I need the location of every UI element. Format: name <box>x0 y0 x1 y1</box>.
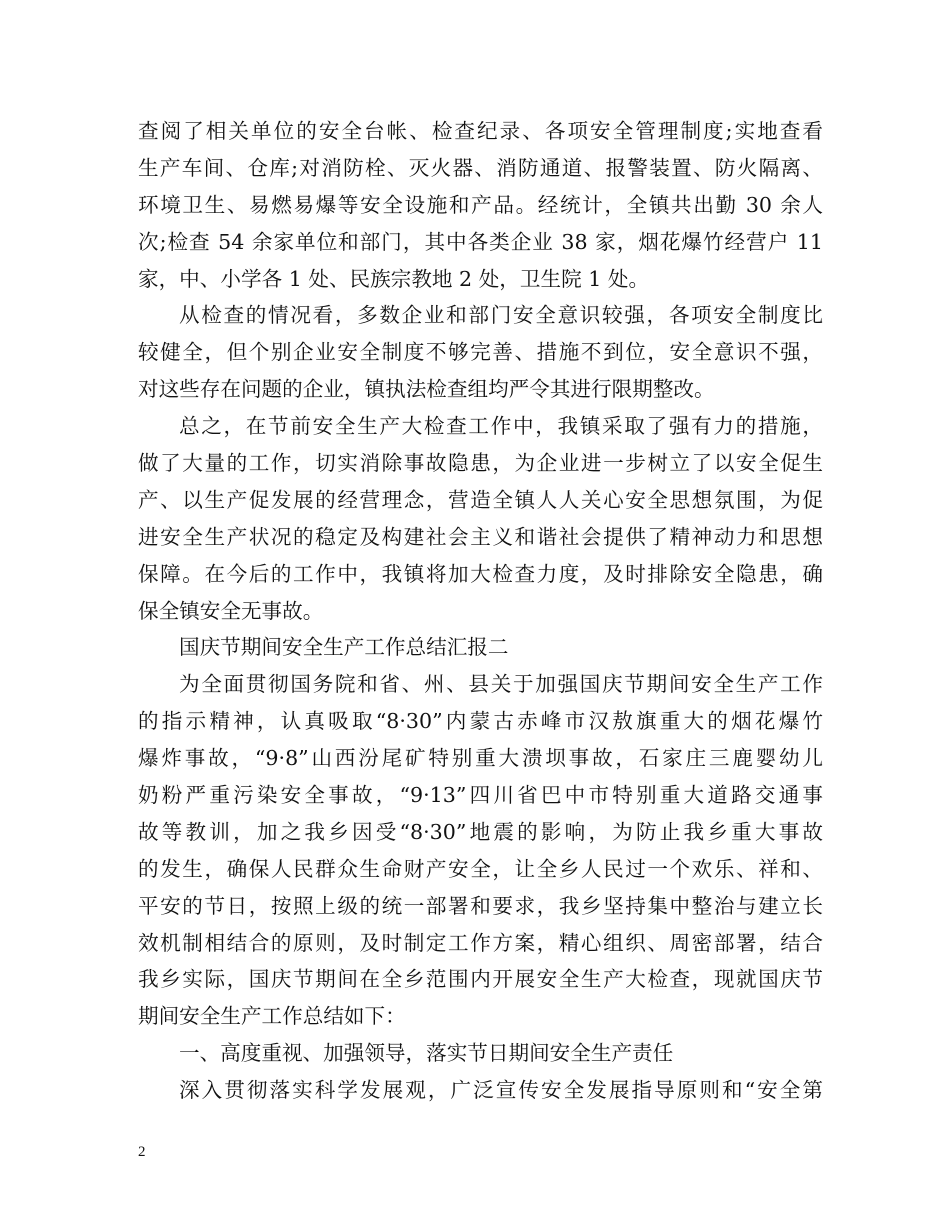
text-line: 做了大量的工作，切实消除事故隐患，为企业进一步树立了以安全促生 <box>138 451 823 476</box>
text-line: 一、高度重视、加强领导，落实节日期间安全生产责任 <box>179 1041 674 1066</box>
text-line: 的发生，确保人民群众生命财产安全，让全乡人民过一个欢乐、祥和、 <box>138 856 823 881</box>
text-line: 对这些存在问题的企业，镇执法检查组均严令其进行限期整改。 <box>138 377 715 402</box>
text-line: 总之，在节前安全生产大检查工作中，我镇采取了强有力的措施， <box>179 414 823 439</box>
text-line: 深入贯彻落实科学发展观，广泛宣传安全发展指导原则和“安全第 <box>179 1078 823 1103</box>
text-line: 国庆节期间安全生产工作总结汇报二 <box>179 635 509 660</box>
text-line: 爆炸事故，“9·8”山西汾尾矿特别重大溃坝事故，石家庄三鹿婴幼儿 <box>138 746 823 771</box>
text-line: 故等教训，加之我乡因受“8·30”地震的影响，为防止我乡重大事故 <box>138 819 823 844</box>
text-line: 生产车间、仓库;对消防栓、灭火器、消防通道、报警装置、防火隔离、 <box>138 155 823 180</box>
text-line: 查阅了相关单位的安全台帐、检查纪录、各项安全管理制度;实地查看 <box>138 119 823 143</box>
text-line: 产、以生产促发展的经营理念，营造全镇人人关心安全思想氛围，为促 <box>138 487 823 512</box>
text-line: 保障。在今后的工作中，我镇将加大检查力度，及时排除安全隐患，确 <box>138 561 823 586</box>
text-line: 为全面贯彻国务院和省、州、县关于加强国庆节期间安全生产工作 <box>179 672 823 697</box>
text-line: 期间安全生产工作总结如下： <box>138 1004 406 1029</box>
text-line: 较健全，但个别企业安全制度不够完善、措施不到位，安全意识不强， <box>138 340 823 365</box>
text-line: 奶粉严重污染安全事故，“9·13”四川省巴中市特别重大道路交通事 <box>138 783 823 808</box>
text-line: 的指示精神，认真吸取“8·30”内蒙古赤峰市汉敖旗重大的烟花爆竹 <box>138 709 823 734</box>
text-line: 环境卫生、易燃易爆等安全设施和产品。经统计，全镇共出勤 30 余人 <box>138 192 823 217</box>
text-line: 平安的节日，按照上级的统一部署和要求，我乡坚持集中整治与建立长 <box>138 893 823 918</box>
text-line: 从检查的情况看，多数企业和部门安全意识较强，各项安全制度比 <box>179 303 823 328</box>
text-line: 我乡实际，国庆节期间在全乡范围内开展安全生产大检查，现就国庆节 <box>138 967 823 992</box>
text-line: 效机制相结合的原则，及时制定工作方案，精心组织、周密部署，结合 <box>138 930 823 955</box>
text-line: 次;检查 54 余家单位和部门，其中各类企业 38 家，烟花爆竹经营户 11 <box>138 229 823 254</box>
document-body <box>138 113 823 1109</box>
text-line: 保全镇安全无事故。 <box>138 598 324 623</box>
text-line: 家，中、小学各 1 处、民族宗教地 2 处，卫生院 1 处。 <box>138 266 650 291</box>
text-line: 进安全生产状况的稳定及构建社会主义和谐社会提供了精神动力和思想 <box>138 524 823 549</box>
page-number: 2 <box>138 1144 146 1160</box>
